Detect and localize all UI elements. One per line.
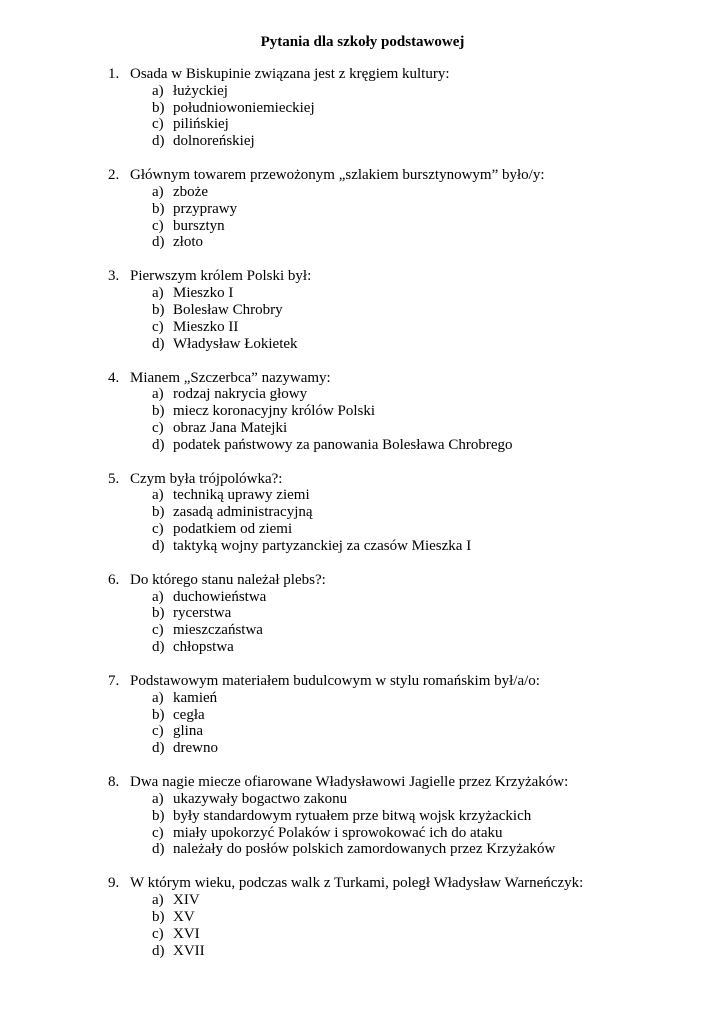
answer-option-letter: d) [152, 740, 165, 757]
answer-option [0, 791, 725, 808]
question-5 [0, 471, 725, 555]
answer-option-letter: b) [152, 200, 165, 217]
question-text: Dwa nagie miecze ofiarowane Władysławowi Jagielle przez Krzyżaków: [130, 774, 569, 791]
answer-option-letter: c) [152, 217, 164, 234]
answer-option-letter: a) [152, 791, 164, 807]
answer-option-text: przyprawy [173, 200, 238, 217]
answer-option [0, 285, 725, 302]
answer-option [0, 841, 725, 858]
answer-option-text: cegła [173, 706, 205, 723]
answer-option-text: podatkiem od ziemi [173, 521, 293, 538]
answer-option [0, 909, 725, 926]
answer-option-letter: a) [152, 386, 164, 403]
answer-option [0, 538, 725, 555]
question-line [0, 471, 725, 488]
answer-option-text: łużyckiej [173, 82, 228, 99]
answer-option-letter: b) [152, 605, 165, 622]
answer-option-letter: c) [152, 925, 164, 942]
question-number: 9. [108, 875, 120, 892]
answer-option-letter: d) [152, 133, 165, 150]
answer-option-letter: c) [152, 622, 164, 639]
question-2 [0, 167, 725, 251]
answer-option-text: podatek państwowy za panowania Bolesława Chrobrego [173, 436, 513, 453]
answer-option-text: glina [173, 723, 203, 740]
answer-option [0, 622, 725, 639]
answer-option [0, 487, 725, 504]
answer-option-text: techniką uprawy ziemi [173, 487, 310, 504]
answer-option-letter: d) [152, 234, 165, 251]
question-line [0, 673, 725, 690]
answer-option [0, 386, 725, 403]
answer-option [0, 723, 725, 740]
question-list [0, 66, 725, 977]
answer-option [0, 116, 725, 133]
answer-option [0, 740, 725, 757]
answer-option-text: mieszczaństwa [173, 622, 263, 639]
answer-option [0, 707, 725, 724]
question-text: Podstawowym materiałem budulcowym w stylu romańskim był/a/o: [130, 673, 540, 690]
answer-option-letter: d) [152, 639, 165, 656]
answer-option-text: miecz koronacyjny królów Polski [173, 403, 376, 420]
answer-option [0, 825, 725, 842]
question-line [0, 370, 725, 387]
answer-option-letter: c) [152, 824, 164, 841]
answer-option [0, 336, 725, 353]
question-line [0, 774, 725, 791]
answer-option [0, 403, 725, 420]
answer-option [0, 234, 725, 251]
answer-option [0, 892, 725, 909]
question-text: W którym wieku, podczas walk z Turkami, poległ Władysław Warneńczyk: [130, 875, 584, 892]
answer-option-letter: a) [152, 588, 164, 605]
answer-option-text: należały do posłów polskich zamordowanych przez Krzyżaków [173, 841, 556, 858]
answer-option [0, 133, 725, 150]
question-text: Głównym towarem przewożonym „szlakiem bursztynowym” było/y: [130, 167, 545, 184]
answer-option-letter: b) [152, 99, 165, 116]
answer-option-letter: a) [152, 689, 164, 706]
answer-option-text: zasadą administracyjną [173, 504, 313, 521]
answer-option [0, 690, 725, 707]
answer-option-text: rodzaj nakrycia głowy [173, 386, 308, 403]
answer-option-text: Mieszko I [173, 285, 234, 302]
answer-option-letter: b) [152, 908, 165, 925]
answer-option [0, 302, 725, 319]
answer-option [0, 639, 725, 656]
answer-option-text: Mieszko II [173, 318, 239, 335]
answer-option [0, 808, 725, 825]
answer-option-letter: b) [152, 301, 165, 318]
answer-option [0, 589, 725, 606]
answer-option-letter: b) [152, 504, 165, 521]
answer-option-letter: a) [152, 183, 164, 200]
answer-option-letter: b) [152, 403, 165, 420]
answer-option-text: Bolesław Chrobry [173, 301, 283, 318]
answer-option-letter: a) [152, 487, 164, 504]
answer-option-text: XV [173, 908, 195, 925]
answer-option-letter: c) [152, 419, 164, 436]
answer-option-letter: d) [152, 335, 165, 352]
answer-option-text: chłopstwa [173, 639, 234, 656]
question-text: Pierwszym królem Polski był: [130, 268, 312, 285]
answer-option [0, 420, 725, 437]
answer-option [0, 943, 725, 960]
answer-option-text: złoto [173, 234, 203, 251]
question-number: 1. [108, 66, 120, 82]
answer-option [0, 319, 725, 336]
question-text: Czym była trójpolówka?: [130, 470, 283, 487]
question-number: 8. [108, 774, 120, 791]
question-number: 3. [108, 268, 120, 285]
answer-option-letter: a) [152, 82, 164, 99]
question-6 [0, 572, 725, 656]
question-number: 6. [108, 571, 120, 588]
answer-option-text: drewno [173, 740, 218, 757]
answer-option-text: rycerstwa [173, 605, 232, 622]
answer-option [0, 521, 725, 538]
answer-option-text: pilińskiej [173, 116, 229, 133]
answer-option-text: bursztyn [173, 217, 225, 234]
answer-option-text: ukazywały bogactwo zakonu [173, 791, 348, 807]
answer-option [0, 218, 725, 235]
answer-option-text: zboże [173, 183, 208, 200]
question-4 [0, 370, 725, 454]
answer-option-letter: c) [152, 723, 164, 740]
answer-option [0, 504, 725, 521]
answer-option-text: obraz Jana Matejki [173, 419, 288, 436]
answer-option-letter: b) [152, 706, 165, 723]
question-number: 7. [108, 673, 120, 690]
answer-option [0, 100, 725, 117]
question-text: Do którego stanu należał plebs?: [130, 571, 326, 588]
question-1 [0, 66, 725, 150]
answer-option [0, 184, 725, 201]
answer-option-text: kamień [173, 689, 218, 706]
answer-option-letter: a) [152, 285, 164, 302]
answer-option-text: duchowieństwa [173, 588, 267, 605]
answer-option-text: Władysław Łokietek [173, 335, 298, 352]
answer-option-letter: d) [152, 942, 165, 959]
question-8 [0, 774, 725, 858]
question-line [0, 572, 725, 589]
answer-option-text: XIV [173, 892, 200, 909]
question-7 [0, 673, 725, 757]
question-line [0, 875, 725, 892]
page-title: Pytania dla szkoły podstawowej [260, 34, 465, 50]
question-number: 5. [108, 470, 120, 487]
question-line [0, 167, 725, 184]
question-line [0, 66, 725, 83]
answer-option-letter: d) [152, 841, 165, 858]
answer-option-text: taktyką wojny partyzanckiej za czasów Mieszka I [173, 537, 472, 554]
question-text: Mianem „Szczerbca” nazywamy: [130, 369, 331, 386]
answer-option-letter: c) [152, 521, 164, 538]
answer-option-text: XVI [173, 925, 200, 942]
answer-option-text: XVII [173, 942, 205, 959]
question-number: 4. [108, 369, 120, 386]
answer-option-letter: a) [152, 892, 164, 909]
answer-option [0, 605, 725, 622]
question-3 [0, 268, 725, 352]
answer-option-letter: d) [152, 537, 165, 554]
answer-option [0, 83, 725, 100]
answer-option-letter: c) [152, 318, 164, 335]
answer-option-text: dolnoreńskiej [173, 133, 255, 150]
answer-option-letter: d) [152, 436, 165, 453]
answer-option-letter: b) [152, 807, 165, 824]
question-9 [0, 875, 725, 959]
answer-option-text: były standardowym rytuałem prze bitwą wojsk krzyżackich [173, 807, 532, 824]
answer-option [0, 437, 725, 454]
answer-option-text: miały upokorzyć Polaków i sprowokować ich do ataku [173, 824, 503, 841]
answer-option-letter: c) [152, 116, 164, 133]
question-text: Osada w Biskupinie związana jest z kręgiem kultury: [130, 66, 450, 82]
answer-option-text: południowoniemieckiej [173, 99, 315, 116]
answer-option [0, 926, 725, 943]
answer-option [0, 201, 725, 218]
question-line [0, 268, 725, 285]
question-number: 2. [108, 167, 120, 184]
